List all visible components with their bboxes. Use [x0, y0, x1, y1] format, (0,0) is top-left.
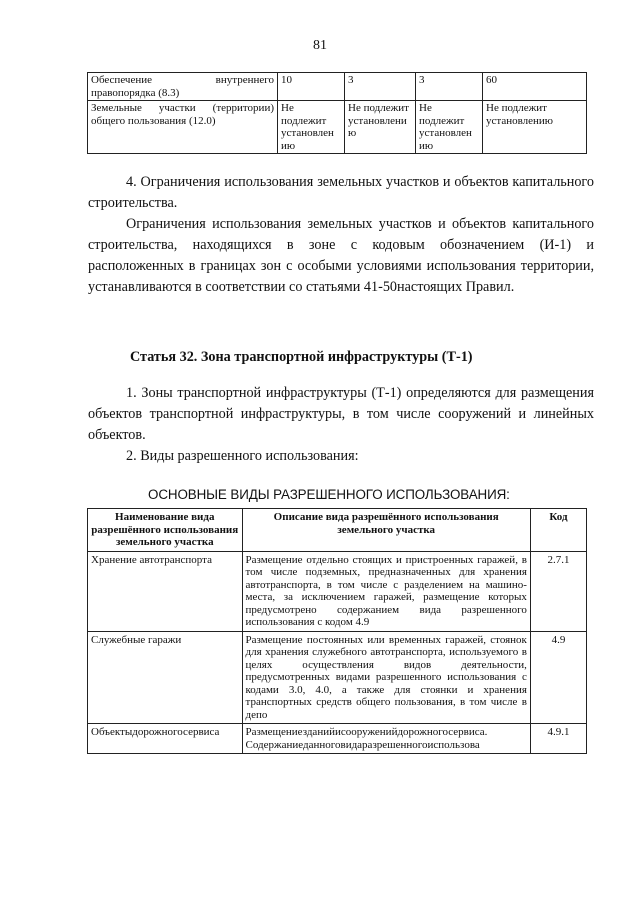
table-cell: Служебные гаражи	[88, 631, 243, 724]
table-cell: Размещение постоянных или временных гаражей, стоянок для хранения служебного автотранспорта, используемого в целях осуществления видов деятельности, предусмотренных видами разрешенного использования с кодами 3.0, 4.0, а также для стоянки и хранения транспортных средств общего пользования, в том числе в депо	[242, 631, 530, 724]
table-cell: Не подлежит установлен ию	[278, 101, 345, 154]
table-cell: Не подлежит установлени ю	[345, 101, 416, 154]
main-use-table	[87, 508, 587, 754]
table-row	[88, 631, 587, 724]
table-row	[88, 101, 587, 154]
table-cell	[242, 724, 530, 754]
cell-line: Содержаниеданноговидаразрешенногоиспользова	[245, 738, 480, 751]
top-table	[87, 72, 587, 154]
table-cell: 4.9.1	[530, 724, 586, 754]
table-row	[88, 724, 587, 754]
table-cell: Земельные участки (территории) общего пользования (12.0)	[88, 101, 278, 154]
column-header-description: Описание вида разрешённого использования земельного участка	[242, 509, 530, 552]
page-number: 81	[313, 38, 327, 53]
table-header-row	[88, 509, 587, 552]
table-cell: 2.7.1	[530, 551, 586, 631]
table-cell: 4.9	[530, 631, 586, 724]
table-cell: 10	[278, 73, 345, 101]
table-row	[88, 551, 587, 631]
table-cell: Не подлежит установлению	[483, 101, 587, 154]
table-cell: Хранение автотранспорта	[88, 551, 243, 631]
table-cell: Обеспечение внутреннего правопорядка (8.3)	[88, 73, 278, 101]
table-cell: 60	[483, 73, 587, 101]
paragraph-uses: 2. Виды разрешенного использования:	[126, 448, 359, 464]
table-cell: 3	[416, 73, 483, 101]
paragraph-restrictions-title: 4. Ограничения использования земельных участков и объектов капитального строительства.	[88, 174, 594, 211]
table-cell: Не подлежит установлен ию	[416, 101, 483, 154]
paragraph-restrictions: Ограничения использования земельных участков и объектов капитального строительства, находящихся в зоне с кодовым обозначением (И-1) и расположенных в границах зон с особыми условиями использования территории, устанавливаются в соответствии со статьями 41-50настоящих Правил.	[88, 216, 594, 295]
column-header-name: Наименование вида разрешённого использования земельного участка	[88, 509, 243, 552]
paragraph-zones: 1. Зоны транспортной инфраструктуры (Т-1) определяются для размещения объектов транспортной инфраструктуры, в том числе сооружений и линейных объектов.	[88, 385, 594, 443]
table-cell: Размещение отдельно стоящих и пристроенных гаражей, в том числе подземных, предназначенных для хранения автотранспорта, в том числе с разделением на машино-места, за исключением гаражей, размещение которых предусмотрено содержанием вида разрешенного использования с кодом 4.9	[242, 551, 530, 631]
table-cell: 3	[345, 73, 416, 101]
article-heading: Статья 32. Зона транспортной инфраструктуры (Т-1)	[130, 349, 473, 365]
table-title: ОСНОВНЫЕ ВИДЫ РАЗРЕШЕННОГО ИСПОЛЬЗОВАНИЯ:	[148, 487, 510, 502]
table-cell: Объектыдорожногосервиса	[88, 724, 243, 754]
column-header-code: Код	[530, 509, 586, 552]
table-row	[88, 73, 587, 101]
cell-line: Размещениезданийисооруженийдорожногосервиса.	[245, 726, 488, 738]
